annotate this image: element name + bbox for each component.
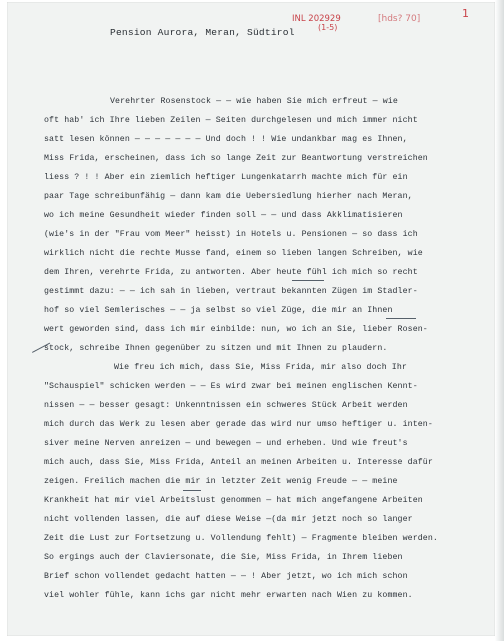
archive-reference-mark: [hds? 70]	[378, 14, 421, 24]
letter-heading-place: Pension Aurora, Meran, Südtirol	[110, 27, 295, 38]
letter-line: zeigen. Freilich machen die mir in letzter Zeit wenig Freude — — meine	[44, 477, 398, 486]
underline-mark	[292, 280, 324, 281]
letter-line: viel wohler fühle, kann ichs gar nicht mehr erwarten nach Wien zu kommen.	[44, 591, 413, 600]
letter-line: Zeit die Lust zur Fortsetzung u. Vollendung fehlt) — Fragmente bleiben werden.	[44, 534, 438, 543]
letter-line: mich auch, dass Sie, Miss Frida, Anteil an meinen Arbeiten u. Interesse dafür	[44, 458, 433, 467]
letter-line: Miss Frida, erscheinen, dass ich so lange Zeit zur Beantwortung verstreichen	[44, 154, 428, 163]
archive-sub-mark: (1-5)	[318, 23, 338, 32]
letter-line: Wie freu ich mich, dass Sie, Miss Frida, mir also doch Ihr	[114, 363, 407, 372]
letter-line: (wie's in der "Frau vom Meer" heisst) in Hotels u. Pensionen — so dass ich	[44, 230, 418, 239]
letter-line: liess ? ! ! Aber ein ziemlich heftiger Lungenkatarrh machte mich für ein	[44, 173, 408, 182]
letter-line: wert geworden sind, dass ich mir einbilde: nun, wo ich an Sie, lieber Rosen-	[44, 325, 428, 334]
letter-line: nicht vollenden lassen, die auf diese Weise —(da mir jetzt noch so langer	[44, 515, 413, 524]
letter-line: wo ich meine Gesundheit wieder finden soll — — und dass Akklimatisieren	[44, 211, 403, 220]
letter-line: "Schauspiel" schicken werden — — Es wird zwar bei meinen englischen Kennt-	[44, 382, 418, 391]
letter-line: So ergings auch der Claviersonate, die Sie, Miss Frida, in Ihrem lieben	[44, 553, 403, 562]
letter-line: paar Tage schreibunfähig — dann kam die Uebersiedlung hierher nach Meran,	[44, 192, 413, 201]
letter-line: stock, schreibe Ihnen gegenüber zu sitzen und mit Ihnen zu plaudern.	[44, 344, 388, 353]
letter-line: oft hab' ich Ihre lieben Zeilen — Seiten durchgelesen und mich immer nicht	[44, 116, 418, 125]
letter-line: satt lesen können — — — — — — — Und doch ! ! Wie undankbar mag es Ihnen,	[44, 135, 408, 144]
letter-line: wirklich nicht die rechte Musse fand, einem so lieben langen Schreiben, wie	[44, 249, 423, 258]
letter-line: hof so viel Semlerisches — — ja selbst so viel Züge, die mir an Ihnen	[44, 306, 393, 315]
underline-mark	[386, 318, 416, 319]
archive-signature-mark: INL 202929	[292, 14, 341, 24]
page-number-mark: 1	[462, 7, 469, 20]
letter-line: mich durch das Werk zu lesen aber gerade das wird nur umso heftiger u. inten-	[44, 420, 433, 429]
page-edge-shadow	[495, 0, 504, 641]
letter-line: Brief schon vollendet gedacht hatten — — ! Aber jetzt, wo ich mich schon	[44, 572, 408, 581]
letter-line: Krankheit hat mir viel Arbeitslust genommen — hat mich angefangene Arbeiten	[44, 496, 423, 505]
letter-line: gestimmt dazu: — — ich sah in lieben, vertraut bekannten Zügen im Stadler-	[44, 287, 418, 296]
underline-mark	[183, 490, 201, 491]
letter-line: Verehrter Rosenstock — — wie haben Sie mich erfreut — wie	[110, 97, 398, 106]
letter-line: siver meine Nerven anreizen — und bewegen — und erheben. Und wie freut's	[44, 439, 408, 448]
letter-line: dem Ihren, verehrte Frida, zu antworten. Aber heute fühl ich mich so recht	[44, 268, 418, 277]
letter-line: nissen — — besser gesagt: Unkenntnissen ein schweres Stück Arbeit werden	[44, 401, 408, 410]
